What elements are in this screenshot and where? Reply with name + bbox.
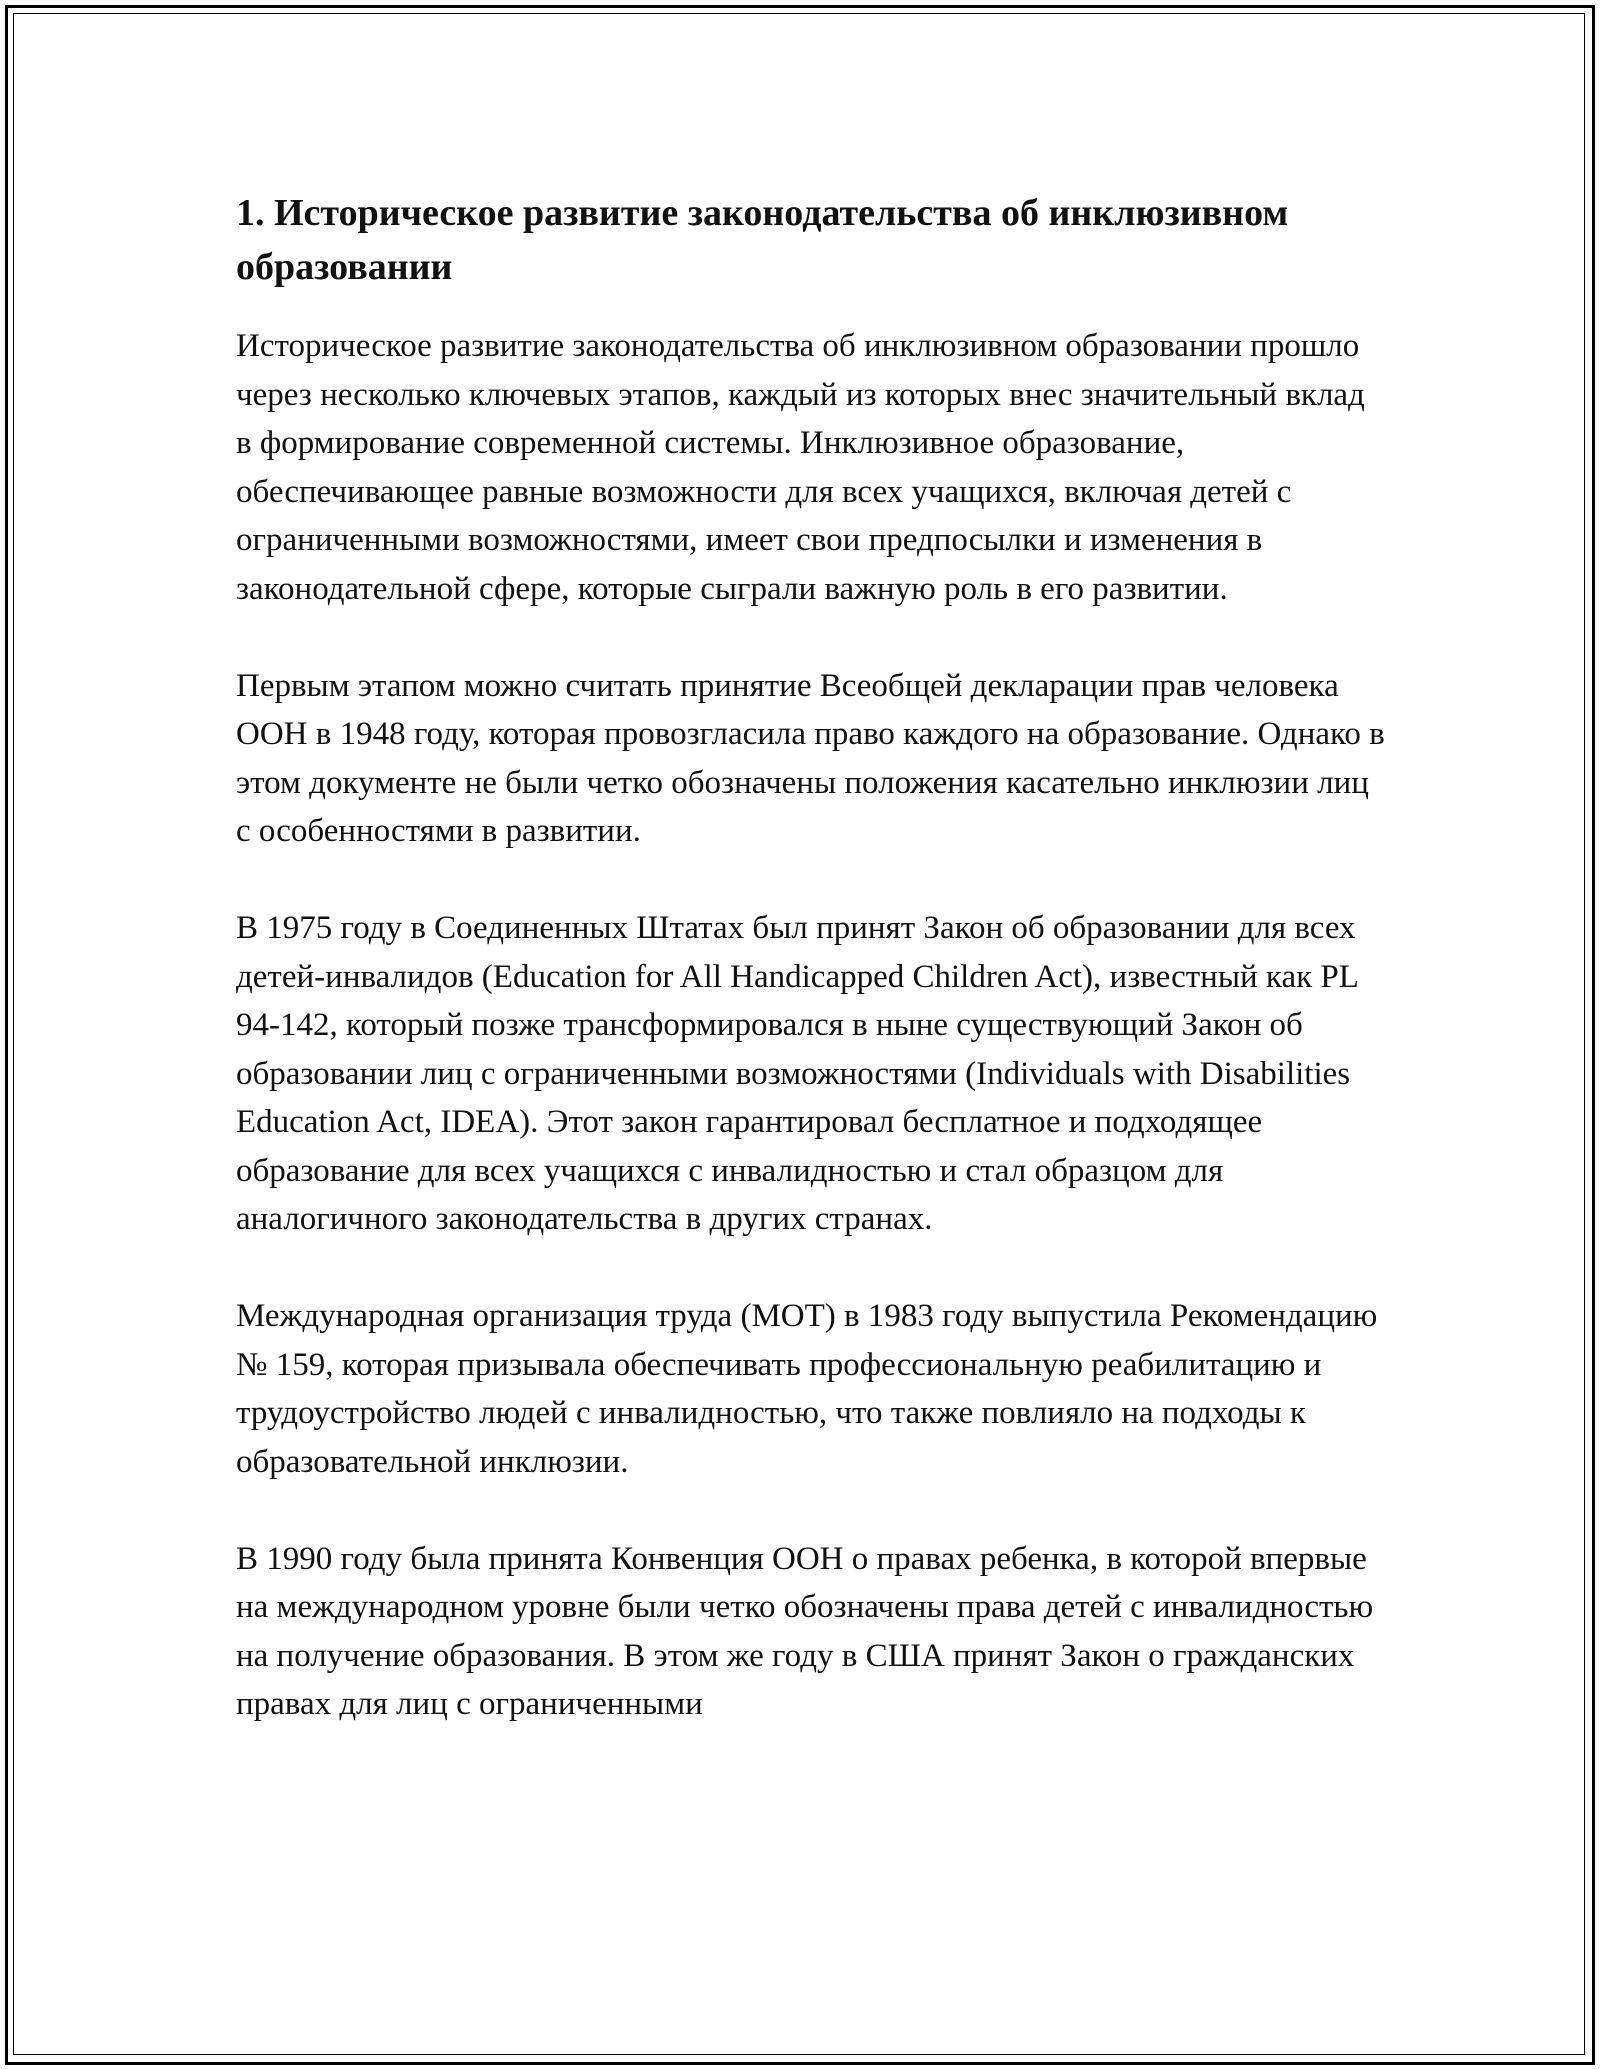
document-body [236,186,1386,1729]
paragraph-1983-ilo: Международная организация труда (МОТ) в 1983 году выпустила Рекомендацию № 159, которая призывала обеспечивать профессиональную реабилитацию и трудоустройство людей с инвалидностью, что также повлияло на подходы к образовательной инклюзии. [236,1298,1378,1480]
paragraph-1975-usa-law: В 1975 году в Соединенных Штатах был принят Закон об образовании для всех детей-инвалидов (Education for All Handicapped Children Act), известный как PL 94-142, который позже трансформировался в ныне существующий Закон об образовании лиц с ограниченными возможностями (Individuals with Disabilities Education Act, IDEA). Этот закон гарантировал бесплатное и подходящее образование для всех учащихся с инвалидностью и стал образцом для аналогичного законодательства в других странах. [236,910,1358,1237]
section-title: 1. Историческое развитие законодательства об инклюзивном образовании [236,192,1289,288]
paragraph-intro: Историческое развитие законодательства об инклюзивном образовании прошло через несколько ключевых этапов, каждый из которых внес значительный вклад в формирование современной системы. Инклюзивное образование, обеспечивающее равные возможности для всех учащихся, включая детей с ограниченными возможностями, имеет свои предпосылки и изменения в законодательной сфере, которые сыграли важную роль в его развитии. [236,328,1365,607]
paragraph-1948-declaration: Первым этапом можно считать принятие Всеобщей декларации прав человека ООН в 1948 году, которая провозгласила право каждого на образование. Однако в этом документе не были четко обозначены положения касательно инклюзии лиц с особенностями в развитии. [236,667,1385,849]
paragraph-1990-convention: В 1990 году была принята Конвенция ООН о правах ребенка, в которой впервые на международном уровне были четко обозначены права детей с инвалидностью на получение образования. В этом же году в США принят Закон о гражданских правах для лиц с ограниченными [236,1540,1374,1722]
